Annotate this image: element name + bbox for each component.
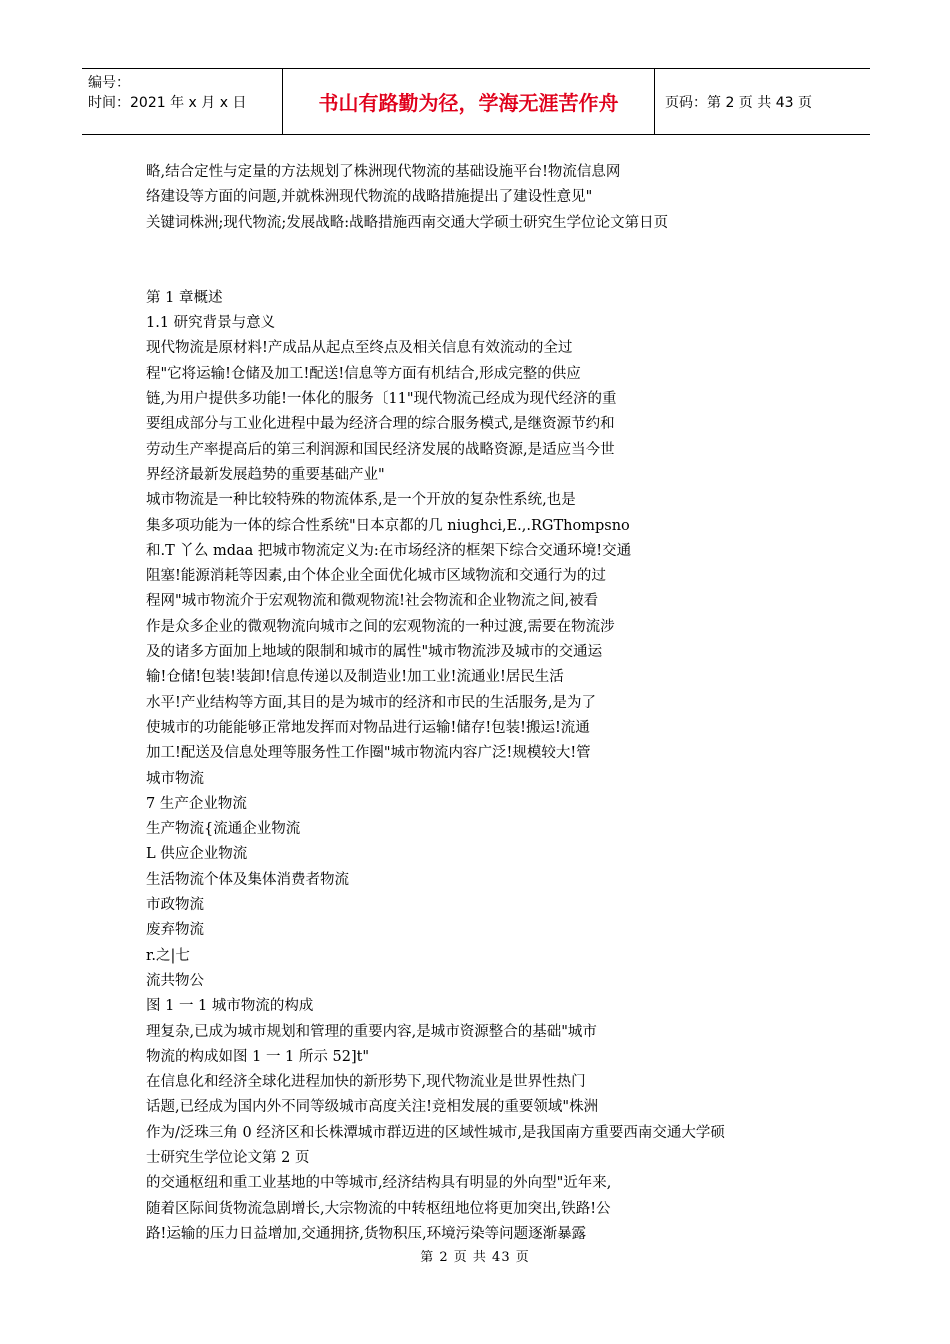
text-line: 输!仓储!包装!装卸!信息传递以及制造业!加工业!流通业!居民生活 [146, 669, 564, 686]
text-line: 作为/泛珠三角 0 经济区和长株潭城市群迈进的区域性城市,是我国南方重要西南交通大学硕 [146, 1124, 725, 1141]
text-line: 和.T 丫么 mdaa 把城市物流定义为:在市场经济的框架下综合交通环境!交通 [146, 542, 632, 559]
text-line: L 供应企业物流 [146, 846, 248, 863]
text-line: 7 生产企业物流 [146, 795, 247, 812]
text-line: 图 1 一 1 城市物流的构成 [146, 998, 314, 1015]
chapter-content [146, 286, 826, 1247]
text-line: 城市物流 [146, 770, 204, 787]
text-line: 关键词株洲;现代物流;发展战略:战略措施西南交通大学硕士研究生学位论文第日页 [146, 214, 669, 231]
text-line: 城市物流是一种比较特殊的物流体系,是一个开放的复杂性系统,也是 [146, 492, 576, 509]
text-line: 加工!配送及信息处理等服务性工作圈"城市物流内容广泛!规模较大!管 [146, 745, 591, 762]
header-motto: 书山有路勤为径，学海无涯苦作舟 [282, 69, 655, 134]
text-line: 理复杂,已成为城市规划和管理的重要内容,是城市资源整合的基础"城市 [146, 1023, 597, 1040]
text-line: 话题,已经成为国内外不同等级城市高度关注!竞相发展的重要领域"株洲 [146, 1099, 599, 1116]
text-line: 程"它将运输!仓储及加工!配送!信息等方面有机结合,形成完整的供应 [146, 365, 581, 382]
text-line: 阻塞!能源消耗等因素,由个体企业全面优化城市区域物流和交通行为的过 [146, 568, 606, 585]
abstract-tail [146, 160, 826, 236]
text-line: 随着区际间货物流急剧增长,大宗物流的中转枢纽地位将更加突出,铁路!公 [146, 1200, 611, 1217]
page-header [82, 68, 870, 135]
text-line: 界经济最新发展趋势的重要基础产业" [146, 466, 385, 483]
text-line: 物流的构成如图 1 一 1 所示 52]t" [146, 1048, 370, 1065]
text-line: 市政物流 [146, 897, 204, 914]
text-line: 1.1 研究背景与意义 [146, 315, 276, 332]
text-line: 在信息化和经济全球化进程加快的新形势下,现代物流业是世界性热门 [146, 1074, 586, 1091]
document-number-label: 编号： [88, 75, 130, 91]
text-line: 现代物流是原材料!产成品从起点至终点及相关信息有效流动的全过 [146, 340, 573, 357]
text-line: 集多项功能为一体的综合性系统"日本京都的几 niughci,E.,.RGThompsno [146, 517, 630, 534]
header-page-info: 页码：第 2 页 共 43 页 [665, 94, 812, 111]
text-line: 络建设等方面的问题,并就株洲现代物流的战略措施提出了建设性意见" [146, 189, 593, 206]
text-line: 链,为用户提供多功能!一体化的服务〔11"现代物流己经成为现代经济的重 [146, 391, 617, 408]
text-line: 程网"城市物流介于宏观物流和微观物流!社会物流和企业物流之间,被看 [146, 593, 599, 610]
text-line: 要组成部分与工业化进程中最为经济合理的综合服务模式,是继资源节约和 [146, 416, 615, 433]
text-line: 作是众多企业的微观物流向城市之间的宏观物流的一种过渡,需要在物流涉 [146, 618, 615, 635]
text-line: 劳动生产率提高后的第三利润源和国民经济发展的战略资源,是适应当今世 [146, 441, 615, 458]
document-body [146, 160, 826, 1247]
document-date-label: 时间：2021 年 x 月 x 日 [88, 95, 247, 111]
text-line: 路!运输的压力日益增加,交通拥挤,货物积压,环境污染等问题逐渐暴露 [146, 1225, 587, 1242]
text-line: 士研究生学位论文第 2 页 [146, 1149, 310, 1166]
text-line: 废弃物流 [146, 922, 204, 939]
text-line: 水平!产业结构等方面,其目的是为城市的经济和市民的生活服务,是为了 [146, 694, 597, 711]
text-line: 流共物公 [146, 972, 204, 989]
text-line: 生活物流个体及集体消费者物流 [146, 871, 349, 888]
text-line: 第 1 章概述 [146, 289, 223, 306]
text-line: r.之|七 [146, 947, 190, 964]
page-footer: 第 2 页 共 43 页 [420, 1250, 530, 1265]
text-line: 使城市的功能能够正常地发挥而对物品进行运输!储存!包装!搬运!流通 [146, 719, 590, 736]
text-line: 及的诸多方面加上地域的限制和城市的属性"城市物流涉及城市的交通运 [146, 644, 603, 661]
text-line: 略,结合定性与定量的方法规划了株洲现代物流的基础设施平台!物流信息网 [146, 164, 621, 180]
text-line: 生产物流{流通企业物流 [146, 821, 301, 838]
header-meta [82, 69, 282, 134]
section-gap [146, 236, 826, 286]
text-line: 的交通枢纽和重工业基地的中等城市,经济结构具有明显的外向型"近年来, [146, 1175, 612, 1192]
